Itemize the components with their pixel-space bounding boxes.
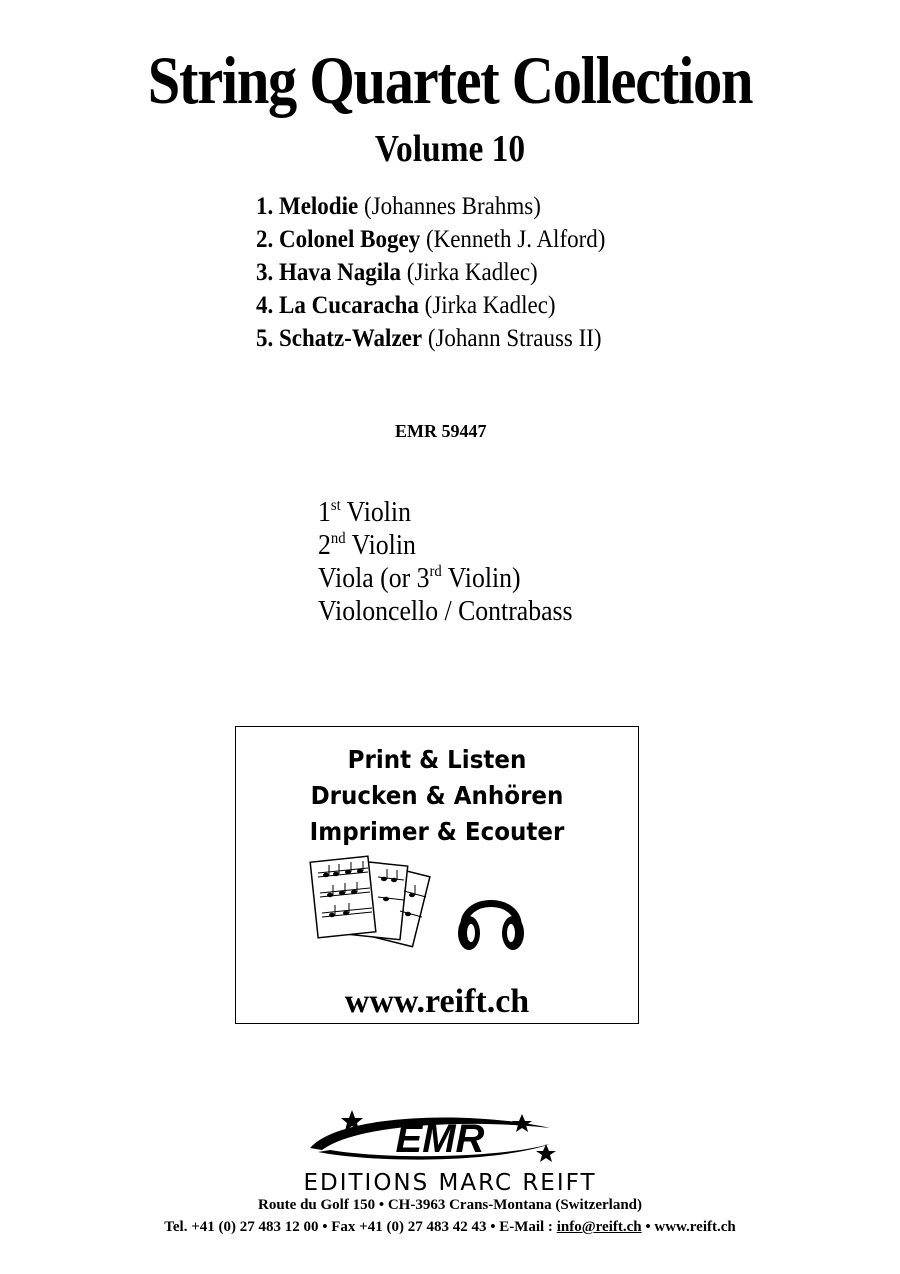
track-title: 1. Melodie — [256, 193, 359, 220]
track-title: 2. Colonel Bogey — [256, 226, 421, 253]
promo-line-de: Drucken & Anhören — [310, 781, 564, 810]
email-link[interactable]: info@reift.ch — [556, 1219, 642, 1235]
track-item — [256, 289, 605, 322]
instrument-parts-list — [318, 496, 573, 628]
promo-line-en: Print & Listen — [347, 745, 527, 774]
track-list — [256, 190, 605, 355]
publisher-address: Route du Golf 150 • CH-3963 Crans-Montana (Switzerland) — [258, 1197, 642, 1213]
part-violin-1 — [318, 496, 573, 529]
promo-line-fr: Imprimer & Ecouter — [309, 817, 565, 846]
sheet-music-icon — [308, 855, 438, 955]
emr-logo — [300, 1108, 570, 1170]
ordinal-suffix: nd — [330, 530, 346, 547]
track-title: 4. La Cucaracha — [256, 292, 419, 319]
ordinal-suffix: st — [330, 497, 341, 514]
volume-subtitle: Volume 10 — [374, 128, 526, 170]
track-composer: (Johannes Brahms) — [363, 193, 541, 220]
track-composer: (Jirka Kadlec) — [406, 259, 538, 286]
part-number: 2 — [318, 530, 331, 561]
contact-website[interactable]: • www.reift.ch — [641, 1219, 736, 1235]
ordinal-suffix: rd — [429, 563, 442, 580]
page-title: String Quartet Collection — [147, 42, 753, 118]
catalog-number: EMR 59447 — [395, 421, 487, 441]
track-composer: (Johann Strauss II) — [427, 325, 602, 352]
track-composer: (Jirka Kadlec) — [424, 292, 556, 319]
track-title: 3. Hava Nagila — [256, 259, 402, 286]
part-label: Violin — [346, 497, 411, 528]
track-item — [256, 223, 605, 256]
part-number: 1 — [318, 497, 331, 528]
part-label: Violin — [351, 530, 416, 561]
publisher-name: EDITIONS MARC REIFT — [303, 1170, 597, 1196]
track-item — [256, 322, 605, 355]
headphones-icon — [456, 877, 526, 957]
website-link[interactable]: www.reift.ch — [344, 983, 530, 1020]
part-viola — [318, 562, 573, 595]
part-label: Violin) — [447, 563, 521, 594]
contact-phone-fax: Tel. +41 (0) 27 483 12 00 • Fax +41 (0) 27 483 42 43 • E-Mail : — [164, 1219, 557, 1235]
part-cello: Violoncello / Contrabass — [318, 596, 573, 627]
part-label: Viola (or 3 — [318, 563, 430, 594]
track-item — [256, 256, 605, 289]
track-item — [256, 190, 605, 223]
part-violin-2 — [318, 529, 573, 562]
track-composer: (Kenneth J. Alford) — [425, 226, 606, 253]
emr-logo-text: EMR — [395, 1117, 485, 1161]
track-title: 5. Schatz-Walzer — [256, 325, 423, 352]
print-listen-box — [235, 726, 639, 1024]
publisher-contact — [0, 1220, 900, 1235]
